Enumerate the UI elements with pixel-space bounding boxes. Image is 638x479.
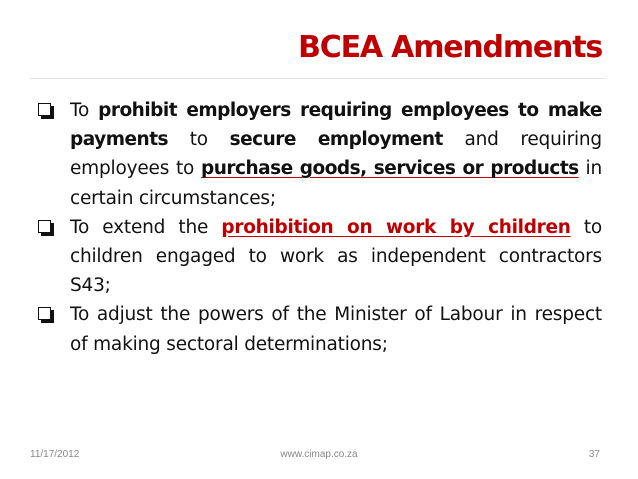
bullet-text: to xyxy=(168,129,230,151)
emphasis-prohibition-children: prohibition on work by children xyxy=(221,216,571,238)
page-number: 37 xyxy=(588,449,600,460)
bullet-text: To extend the xyxy=(70,216,222,238)
title-divider xyxy=(30,78,606,79)
bullet-text: To adjust the powers of the Minister of Labour in respect of making sectoral determinations; xyxy=(70,304,602,355)
bullet-item-1 xyxy=(36,96,602,213)
bullet-item-2 xyxy=(36,213,602,301)
emphasis-secure-employment: secure employment xyxy=(229,129,443,151)
checkbox-bullet-icon xyxy=(38,220,51,233)
bullet-text: and requiring employees to xyxy=(70,129,602,180)
bullet-list xyxy=(36,96,602,359)
bullet-text: in certain circumstances; xyxy=(70,158,602,209)
checkbox-bullet-icon xyxy=(38,307,51,320)
footer-url: www.cimap.co.za xyxy=(280,449,358,460)
bullet-text: To xyxy=(70,100,99,121)
emphasis-purchase-goods: purchase goods, services or products xyxy=(200,158,579,180)
footer-date: 11/17/2012 xyxy=(30,449,80,460)
checkbox-bullet-icon xyxy=(38,103,51,116)
slide-title: BCEA Amendments xyxy=(298,30,602,65)
bullet-text: to children engaged to work as independent contractors S43; xyxy=(70,216,603,297)
emphasis-prohibit-employers: prohibit employers requiring employees to make payments xyxy=(70,100,602,151)
bullet-item-3 xyxy=(36,300,602,358)
